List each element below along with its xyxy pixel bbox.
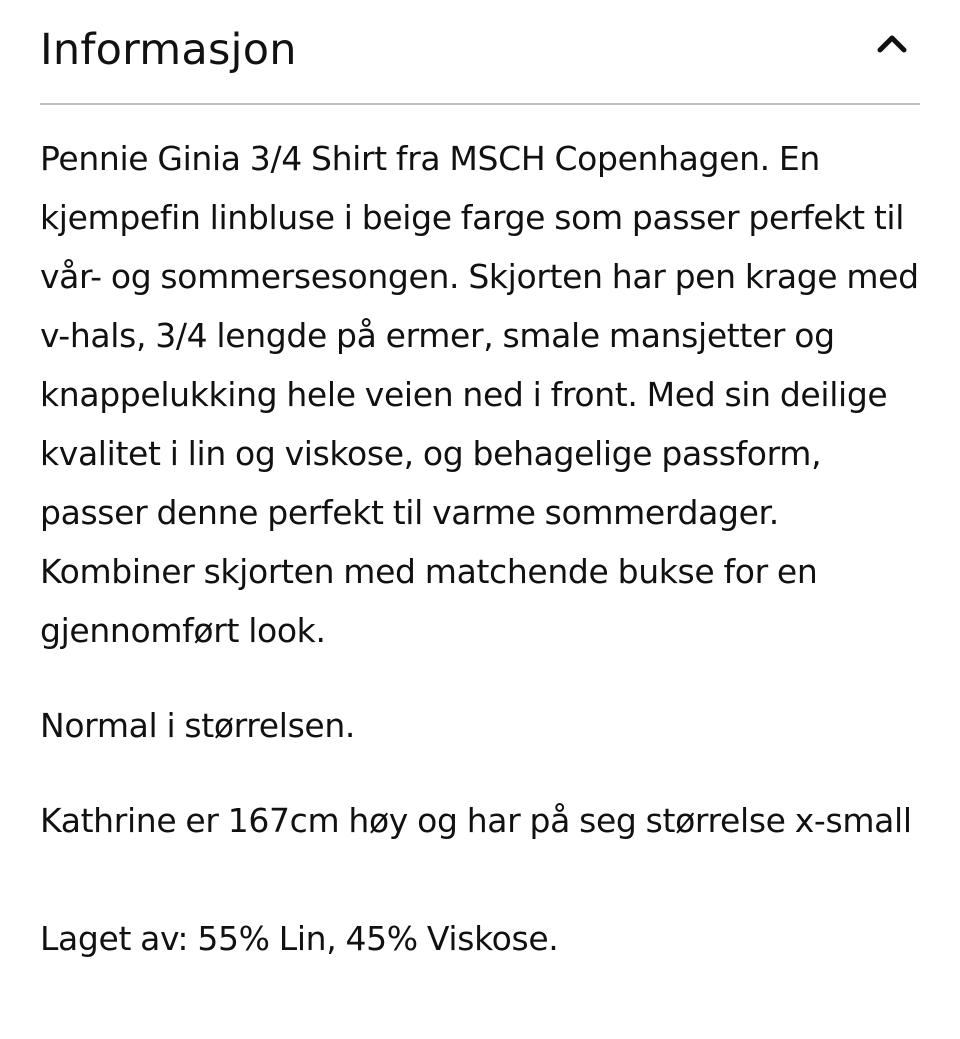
- info-accordion: [40, 0, 920, 968]
- accordion-header[interactable]: [40, 0, 920, 105]
- product-description: Pennie Ginia 3/4 Shirt fra MSCH Copenhagen. En kjempefin linbluse i beige farge som passer perfekt til vår- og sommersesongen. Skjorten har pen krage med v-hals, 3/4 lengde på ermer, smale mansjetter og knappelukking hele veien ned i front. Med sin deilige kvalitet i lin og viskose, og behagelige passform, passer denne perfekt til varme sommerdager. Kombiner skjorten med matchende bukse for en gjennomført look.: [40, 139, 919, 650]
- material-info: Laget av: 55% Lin, 45% Viskose.: [40, 919, 559, 958]
- chevron-up-icon[interactable]: [876, 30, 908, 56]
- fit-note: Normal i størrelsen.: [40, 706, 356, 745]
- model-info: Kathrine er 167cm høy og har på seg størrelse x-small: [40, 801, 912, 840]
- accordion-title: Informasjon: [40, 25, 297, 75]
- accordion-content: [40, 105, 920, 968]
